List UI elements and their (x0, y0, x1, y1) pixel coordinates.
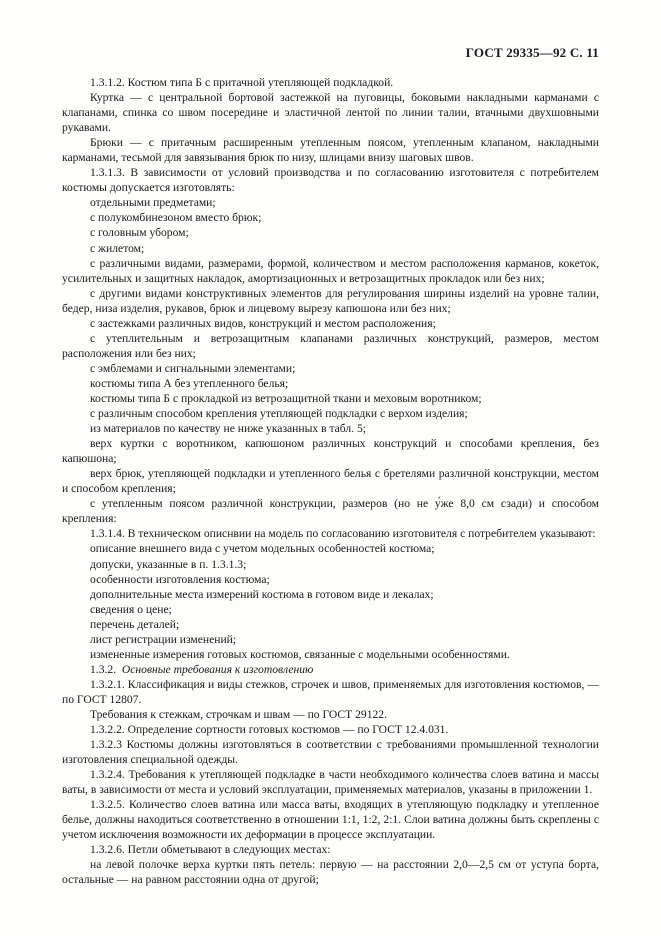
paragraph: особенности изготовления костюма; (90, 572, 270, 586)
paragraph: с жилетом; (90, 241, 145, 255)
paragraph: 1.3.2.5. Количество слоев ватина или масса ваты, входящих в утепляющую подкладку и утепленное белье, должны находиться соответственно в отношении 1:1, 1:2, 2:1. Слои ватина должны быть скреплены с учетом исключения возможности их деформации в процессе эксплуатации. (62, 798, 599, 842)
paragraph: с утепленным поясом различной конструкции, размеров (но не у́же 8,0 см сзади) и способом крепления: (62, 497, 599, 526)
paragraph: костюмы типа А без утепленного белья; (90, 376, 289, 390)
paragraph: с застежками различных видов, конструкций и местом расположения; (90, 316, 436, 330)
paragraph: 1.3.1.4. В техническом описнвии на модель по согласованию изготовителя с потребителем указывают: (90, 527, 596, 541)
paragraph: 1.3.1.3. В зависимости от условий производства и по согласованию изготовителя с потребителем костюмы допускается изготовлять: (62, 166, 599, 195)
paragraph: 1.3.2.2. Определение сортности готовых костюмов — по ГОСТ 12.4.031. (90, 723, 449, 737)
paragraph: верх куртки с воротником, капюшоном различных конструкций и способами крепления, без капюшона; (62, 437, 599, 466)
section-heading (62, 662, 599, 677)
paragraph: 1.3.2.6. Петли обметывают в следующих местах: (90, 843, 331, 857)
section-title: Основные требования к изготовлению (121, 662, 314, 676)
paragraph: 1.3.2.3 Костюмы должны изготовляться в соответствии с требованиями промышленной технологии изготовления специальной одежды. (62, 738, 599, 767)
paragraph: с полукомбинезоном вместо брюк; (90, 211, 262, 225)
paragraph: из материалов по качеству не ниже указанных в табл. 5; (90, 422, 367, 436)
paragraph: с различным способом крепления утепляющей подкладки с верхом изделия; (90, 407, 468, 421)
paragraph: измененные измерения готовых костюмов, связанные с модельными особенностями. (90, 647, 510, 661)
paragraph: 1.3.2.1. Классификация и виды стежков, строчек и швов, применяемых для изготовления костюмов, — по ГОСТ 12807. (62, 677, 599, 706)
paragraph: Куртка — с центральной бортовой застежкой на пуговицы, боковыми накладными карманами с клапанами, спинка со швом посередине и эластичной лентой по линии талии, втачными двухшовными рукавами. (62, 91, 599, 135)
paragraph: Брюки — с притачным расширенным утепленным поясом, утепленным клапаном, накладными карманами, тесьмой для завязывания брюк по низу, шлицами внизу шаговых швов. (62, 136, 599, 165)
paragraph: дополнительные места измерений костюма в готовом виде и лекалах; (90, 587, 434, 601)
document-body (62, 75, 599, 888)
paragraph: костюмы типа Б с прокладкой из ветрозащитной ткани и меховым воротником; (90, 391, 482, 405)
paragraph: верх брюк, утепляющей подкладки и утепленного белья с бретелями различной конструкции, местом и способом крепления; (62, 467, 599, 496)
paragraph: сведения о цене; (90, 602, 172, 616)
paragraph: лист регистрации изменений; (90, 632, 237, 646)
section-number: 1.3.2. (90, 662, 117, 676)
page-header: ГОСТ 29335—92 С. 11 (465, 45, 599, 60)
paragraph: с различными видами, размерами, формой, количеством и местом расположения карманов, кокеток, усилительных и защитных накладок, амортизационных и ветрозащитных прокладок или без них; (62, 256, 599, 285)
paragraph: с утеплительным и ветрозащитным клапанами различных конструкций, размеров, местом расположения или без них; (62, 331, 599, 360)
paragraph: на левой полочке верха куртки пять петель: первую — на расстоянии 2,0—2,5 см от уступа борта, остальные — на равном расстоянии одна от другой; (62, 858, 599, 887)
paragraph: 1.3.1.2. Костюм типа Б с притачной утепляющей подкладкой. (90, 76, 394, 89)
paragraph: с головным убором; (90, 226, 189, 240)
paragraph: отдельными предметами; (90, 196, 216, 210)
paragraph: с другими видами конструктивных элементов для регулирования ширины изделий на уровне талии, бедер, низа изделия, рукавов, брюк и лицевому вырезу капюшона или без них; (62, 286, 599, 315)
paragraph: Требования к стежкам, строчкам и швам — по ГОСТ 29122. (90, 707, 387, 721)
paragraph: перечень деталей; (90, 617, 180, 631)
paragraph: описание внешнего вида с учетом модельных особенностей костюма; (90, 542, 435, 556)
paragraph: 1.3.2.4. Требования к утепляющей подкладке в части необходимого количества слоев ватина и массы ваты, в зависимости от места и условий эксплуатации, применяемых материалов, указаны в приложении 1. (62, 768, 599, 797)
paragraph: допуски, указанные в п. 1.3.1.3; (90, 557, 247, 571)
paragraph: с эмблемами и сигнальными элементами; (90, 361, 296, 375)
